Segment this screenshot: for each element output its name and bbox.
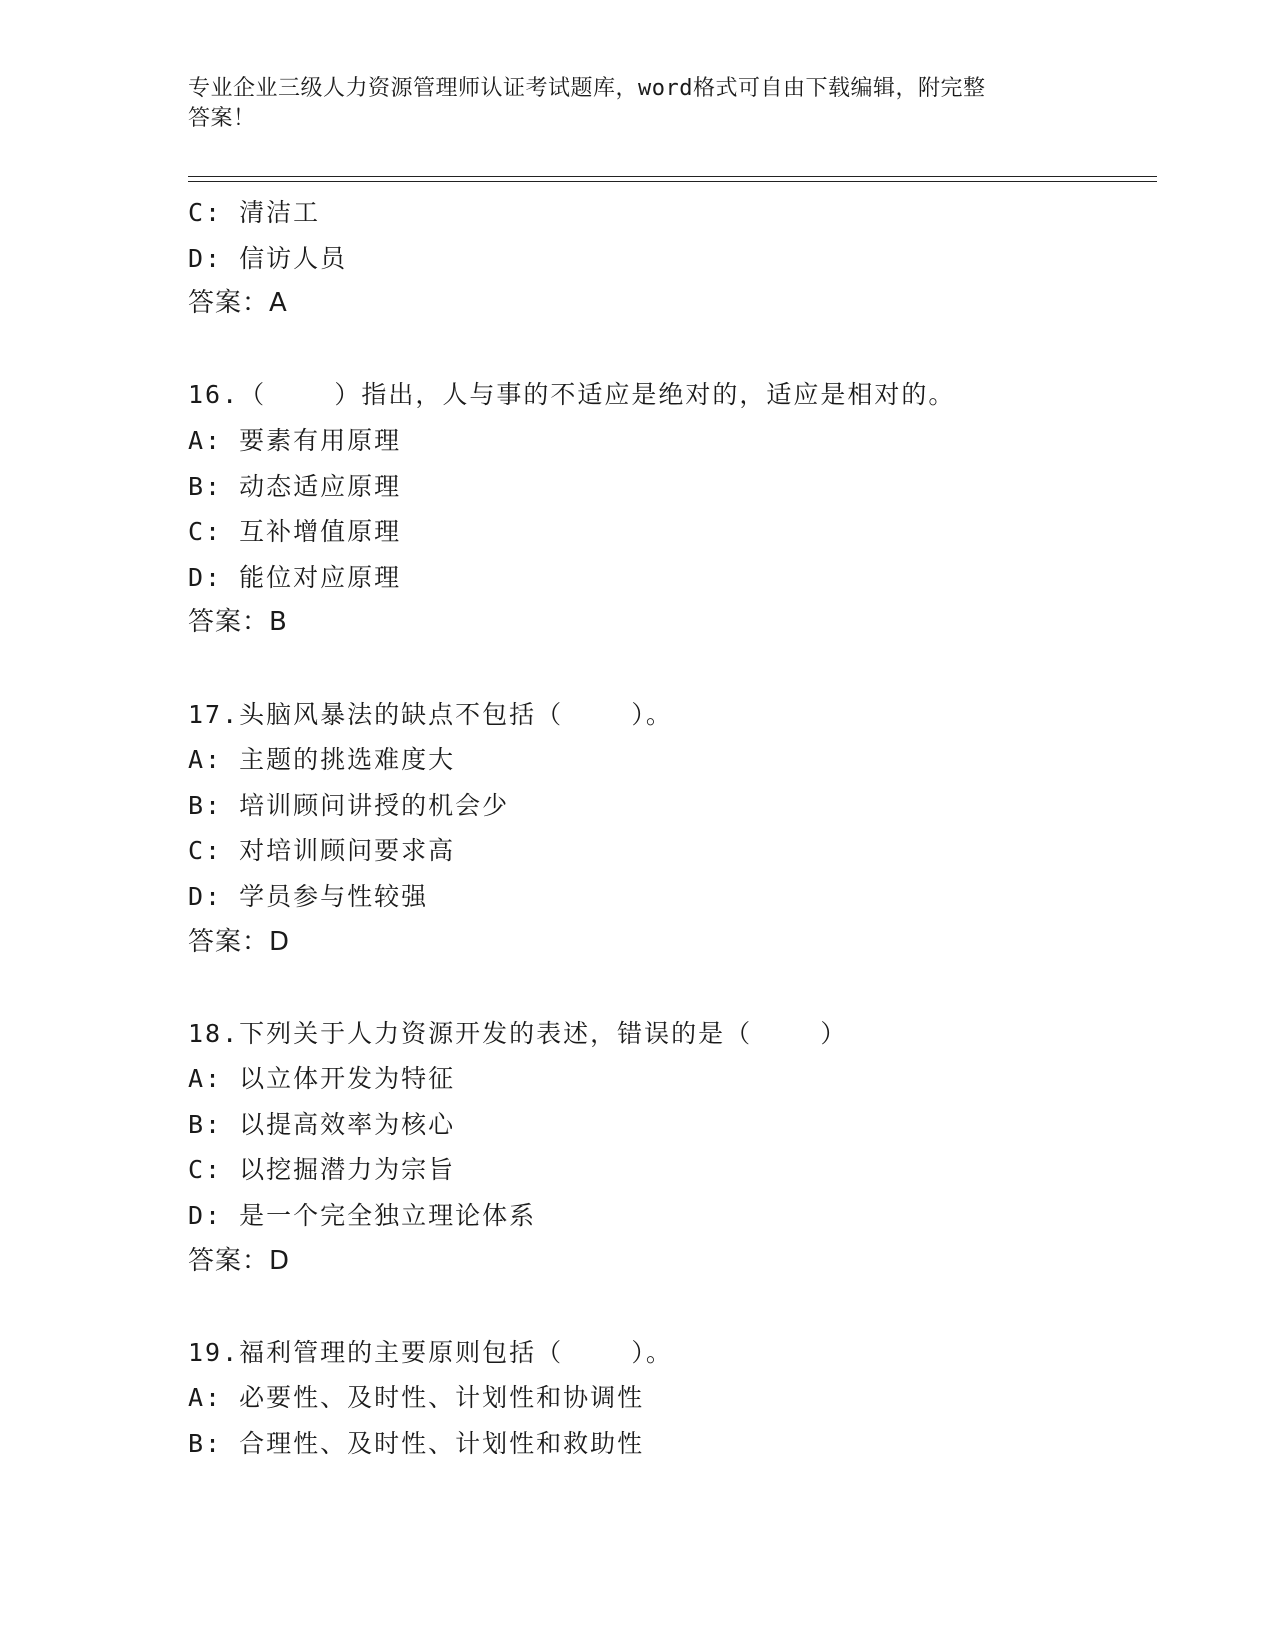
option-a: A: 主题的挑选难度大 [188,745,456,775]
option-c: C: 以挖掘潜力为宗旨 [188,1155,456,1185]
spacer [188,327,1168,373]
answer-label: 答案：B [188,607,288,638]
option-c: C: 清洁工 [188,198,321,227]
question-stem: 17.头脑风暴法的缺点不包括（ ）。 [188,699,673,729]
document-header [188,74,1088,134]
question-15-continued [188,190,1168,327]
header-divider-bottom [188,181,1157,182]
option-d: D: 能位对应原理 [188,562,402,592]
answer-label: 答案：D [188,926,291,957]
question-stem: 19.福利管理的主要原则包括（ ）。 [188,1337,673,1367]
option-d: D: 信访人员 [188,243,348,273]
header-line-1: 专业企业三级人力资源管理师认证考试题库，word格式可自由下载编辑，附完整 [188,76,986,101]
header-line-2: 答案！ [188,106,256,131]
answer-label: 答案：A [188,288,288,319]
option-a: A: 要素有用原理 [188,425,402,455]
option-b: B: 合理性、及时性、计划性和救助性 [188,1429,645,1459]
option-d: D: 学员参与性较强 [188,881,429,911]
option-d: D: 是一个完全独立理论体系 [188,1201,537,1231]
option-c: C: 对培训顾问要求高 [188,836,456,866]
question-18 [188,1011,1168,1285]
question-16 [188,372,1168,646]
question-17 [188,692,1168,966]
option-c: C: 互补增值原理 [188,517,402,547]
header-divider-top [188,176,1157,177]
option-b: B: 动态适应原理 [188,471,402,501]
question-stem: 18.下列关于人力资源开发的表述，错误的是（ ） [188,1018,848,1048]
answer-label: 答案：D [188,1245,291,1276]
spacer [188,1284,1168,1330]
option-b: B: 以提高效率为核心 [188,1109,456,1139]
option-b: B: 培训顾问讲授的机会少 [188,790,510,820]
question-list [188,190,1168,1467]
option-a: A: 以立体开发为特征 [188,1064,456,1094]
question-stem: 16.（ ）指出，人与事的不适应是绝对的，适应是相对的。 [188,380,956,410]
spacer [188,965,1168,1011]
question-19 [188,1330,1168,1467]
spacer [188,646,1168,692]
option-a: A: 必要性、及时性、计划性和协调性 [188,1383,645,1413]
